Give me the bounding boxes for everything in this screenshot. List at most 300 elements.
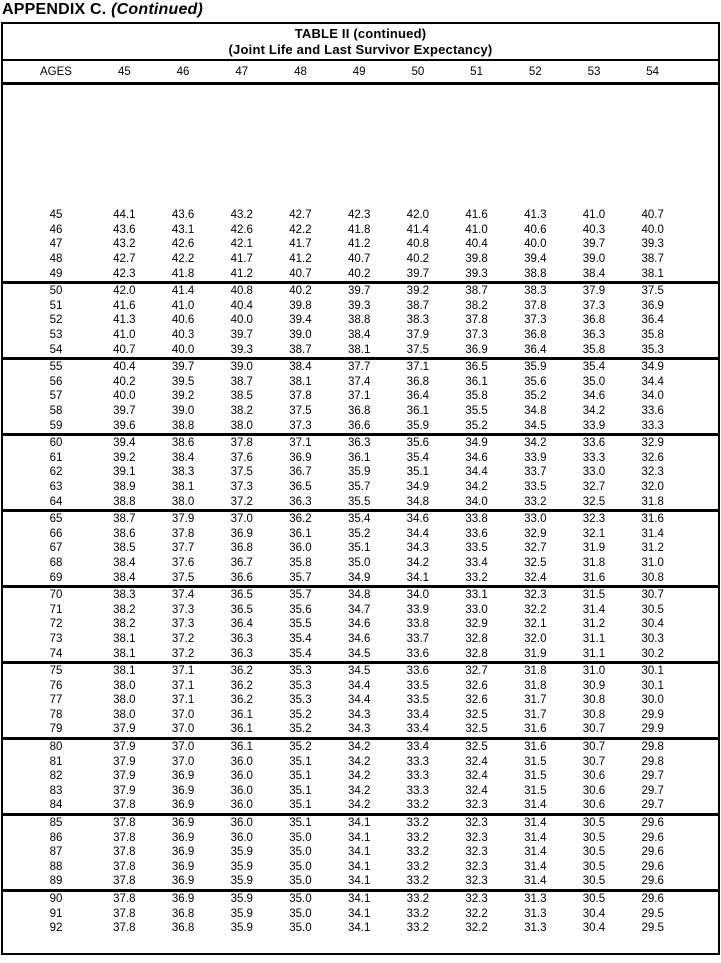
expectancy-value: 38.4 (171, 451, 195, 464)
expectancy-value: 34.9 (641, 361, 664, 374)
expectancy-value: 34.3 (347, 708, 371, 721)
expectancy-value: 34.6 (347, 632, 371, 645)
expectancy-value: 38.8 (524, 267, 547, 280)
table-row-age-73 (3, 632, 718, 647)
expectancy-value: 36.1 (347, 451, 371, 464)
row-age-label: 58 (49, 405, 63, 418)
expectancy-value: 35.3 (289, 694, 312, 707)
column-header-age-48: 48 (294, 65, 307, 78)
expectancy-value: 41.0 (171, 299, 195, 312)
expectancy-value: 34.9 (465, 437, 488, 450)
expectancy-value: 33.4 (465, 556, 488, 569)
expectancy-value: 37.5 (406, 343, 430, 356)
table-row-age-57 (3, 389, 718, 404)
ages-corner-header: AGES (40, 65, 72, 78)
expectancy-value: 34.6 (347, 618, 371, 631)
expectancy-value: 42.1 (230, 238, 253, 251)
age-group-90-92 (3, 889, 718, 936)
expectancy-value: 37.3 (465, 329, 488, 342)
expectancy-value: 32.0 (524, 632, 547, 645)
expectancy-value: 40.6 (171, 314, 195, 327)
expectancy-value: 38.6 (113, 527, 136, 540)
row-age-label: 47 (49, 238, 63, 251)
expectancy-value: 32.3 (465, 817, 488, 830)
expectancy-value: 34.8 (524, 405, 547, 418)
expectancy-value: 38.7 (113, 513, 136, 526)
expectancy-value: 35.9 (406, 419, 430, 432)
expectancy-value: 36.0 (289, 542, 312, 555)
table-row-age-77 (3, 693, 718, 708)
expectancy-value: 36.9 (465, 343, 488, 356)
table-row-age-55 (3, 360, 718, 375)
expectancy-value: 37.3 (289, 419, 312, 432)
expectancy-value: 34.2 (347, 770, 371, 783)
expectancy-value: 33.6 (582, 437, 606, 450)
expectancy-value: 34.8 (406, 495, 430, 508)
column-header-age-46: 46 (176, 65, 190, 78)
expectancy-value: 36.2 (230, 694, 253, 707)
expectancy-value: 35.3 (289, 665, 312, 678)
row-age-label: 61 (49, 451, 63, 464)
expectancy-value: 36.2 (230, 665, 253, 678)
expectancy-value: 32.5 (465, 708, 488, 721)
expectancy-value: 37.8 (113, 831, 136, 844)
expectancy-value: 33.5 (406, 694, 430, 707)
expectancy-value: 35.6 (289, 603, 312, 616)
expectancy-value: 35.1 (406, 466, 430, 479)
expectancy-value: 33.2 (406, 799, 430, 812)
expectancy-value: 32.8 (465, 647, 488, 660)
expectancy-value: 37.6 (171, 556, 195, 569)
expectancy-value: 33.7 (406, 632, 430, 645)
expectancy-value: 31.4 (524, 875, 547, 888)
row-age-label: 90 (49, 893, 63, 906)
expectancy-value: 37.9 (113, 784, 136, 797)
expectancy-value: 29.7 (641, 770, 664, 783)
expectancy-value: 38.0 (113, 679, 136, 692)
expectancy-value: 35.0 (289, 860, 312, 873)
table-row-age-75 (3, 664, 718, 679)
expectancy-value: 38.1 (113, 632, 136, 645)
expectancy-value: 35.4 (347, 513, 371, 526)
expectancy-value: 31.4 (582, 603, 606, 616)
expectancy-value: 34.2 (524, 437, 547, 450)
expectancy-value: 37.8 (113, 860, 136, 873)
expectancy-value: 35.5 (289, 618, 312, 631)
expectancy-value: 36.3 (347, 437, 371, 450)
expectancy-value: 33.9 (582, 419, 606, 432)
expectancy-value: 35.1 (347, 542, 371, 555)
row-age-label: 52 (49, 314, 63, 327)
expectancy-value: 33.3 (406, 770, 430, 783)
expectancy-value: 30.7 (582, 723, 606, 736)
expectancy-value: 40.7 (289, 267, 312, 280)
row-age-label: 63 (49, 480, 63, 493)
table-row-age-50 (3, 284, 718, 299)
column-header-age-50: 50 (411, 65, 425, 78)
expectancy-value: 35.4 (289, 647, 312, 660)
table-row-age-68 (3, 556, 718, 571)
expectancy-value: 33.8 (465, 513, 488, 526)
table-title-line2: (Joint Life and Last Survivor Expectancy) (228, 42, 493, 57)
expectancy-value: 33.4 (406, 708, 430, 721)
column-header-age-49: 49 (352, 65, 366, 78)
expectancy-value: 33.4 (406, 723, 430, 736)
expectancy-value: 35.8 (465, 390, 488, 403)
expectancy-value: 35.2 (289, 723, 312, 736)
expectancy-value: 37.3 (230, 480, 253, 493)
expectancy-value: 35.9 (230, 846, 253, 859)
expectancy-value: 43.6 (113, 223, 136, 236)
expectancy-value: 33.5 (524, 480, 547, 493)
expectancy-value: 35.4 (289, 632, 312, 645)
expectancy-value: 35.9 (230, 907, 253, 920)
expectancy-value: 35.0 (289, 893, 312, 906)
column-header-age-51: 51 (470, 65, 483, 78)
row-age-label: 50 (49, 285, 63, 298)
expectancy-value: 36.8 (524, 329, 547, 342)
expectancy-value: 31.5 (524, 755, 547, 768)
expectancy-value: 39.6 (113, 419, 136, 432)
expectancy-value: 31.3 (524, 922, 547, 935)
table-row-age-78 (3, 708, 718, 723)
expectancy-value: 37.2 (230, 495, 253, 508)
expectancy-value: 35.9 (347, 466, 371, 479)
expectancy-value: 38.1 (641, 267, 664, 280)
expectancy-value: 34.0 (641, 390, 664, 403)
expectancy-value: 34.1 (347, 893, 371, 906)
expectancy-value: 35.9 (230, 860, 253, 873)
table-row-age-54 (3, 342, 718, 357)
expectancy-value: 34.2 (582, 405, 606, 418)
expectancy-value: 30.5 (582, 893, 606, 906)
expectancy-value: 36.5 (230, 589, 253, 602)
table-row-age-64 (3, 494, 718, 509)
expectancy-value: 42.7 (289, 209, 312, 222)
row-age-label: 74 (49, 647, 63, 660)
expectancy-value: 39.7 (171, 361, 195, 374)
expectancy-value: 31.5 (582, 589, 606, 602)
expectancy-value: 34.2 (347, 755, 371, 768)
row-age-label: 79 (49, 723, 63, 736)
table-row-age-47 (3, 237, 718, 252)
expectancy-value: 38.2 (113, 618, 136, 631)
expectancy-value: 38.0 (113, 708, 136, 721)
expectancy-value: 36.1 (230, 723, 253, 736)
expectancy-value: 40.2 (113, 375, 136, 388)
expectancy-value: 41.8 (171, 267, 195, 280)
expectancy-value: 34.3 (347, 723, 371, 736)
expectancy-value: 31.5 (524, 784, 547, 797)
expectancy-value: 41.3 (524, 209, 547, 222)
expectancy-value: 33.0 (582, 466, 606, 479)
column-header-row (3, 61, 718, 85)
expectancy-value: 36.0 (230, 817, 253, 830)
expectancy-value: 34.6 (465, 451, 488, 464)
table-row-age-79 (3, 722, 718, 737)
row-age-label: 67 (49, 542, 63, 555)
expectancy-value: 32.4 (465, 784, 488, 797)
expectancy-value: 29.9 (641, 708, 664, 721)
expectancy-value: 32.6 (465, 694, 488, 707)
expectancy-value: 34.2 (465, 480, 488, 493)
expectancy-value: 31.2 (582, 618, 606, 631)
expectancy-value: 43.1 (171, 223, 195, 236)
row-age-label: 64 (49, 495, 63, 508)
appendix-heading-continued: (Continued) (111, 1, 204, 18)
expectancy-value: 30.3 (641, 632, 664, 645)
row-age-label: 48 (49, 253, 63, 266)
expectancy-value: 33.7 (524, 466, 547, 479)
expectancy-value: 37.1 (171, 665, 195, 678)
column-header-age-52: 52 (528, 65, 542, 78)
expectancy-value: 29.6 (641, 860, 664, 873)
expectancy-value: 31.6 (582, 571, 606, 584)
expectancy-value: 30.5 (641, 603, 664, 616)
expectancy-value: 35.5 (465, 405, 488, 418)
expectancy-value: 36.7 (289, 466, 312, 479)
row-age-label: 77 (49, 694, 63, 707)
expectancy-value: 36.4 (641, 314, 664, 327)
expectancy-value: 33.0 (524, 513, 547, 526)
expectancy-value: 40.8 (406, 238, 430, 251)
expectancy-value: 30.6 (582, 784, 606, 797)
expectancy-value: 31.0 (582, 665, 606, 678)
expectancy-value: 36.2 (230, 679, 253, 692)
expectancy-value: 34.2 (347, 741, 371, 754)
expectancy-value: 33.1 (465, 589, 488, 602)
expectancy-value: 32.3 (465, 846, 488, 859)
expectancy-value: 39.2 (113, 451, 136, 464)
expectancy-value: 33.2 (406, 860, 430, 873)
row-age-label: 75 (49, 665, 63, 678)
expectancy-value: 39.7 (230, 329, 253, 342)
age-group-45-49 (3, 208, 718, 281)
table-row-age-90 (3, 892, 718, 907)
expectancy-value: 42.7 (113, 253, 136, 266)
expectancy-value: 31.4 (524, 860, 547, 873)
appendix-heading-main: APPENDIX C. (2, 1, 107, 18)
expectancy-value: 42.3 (347, 209, 371, 222)
row-age-label: 87 (49, 846, 63, 859)
expectancy-value: 37.1 (406, 361, 430, 374)
expectancy-value: 37.3 (524, 314, 547, 327)
expectancy-value: 43.6 (171, 209, 195, 222)
expectancy-value: 32.1 (524, 618, 547, 631)
column-header-age-47: 47 (235, 65, 249, 78)
expectancy-value: 34.5 (347, 647, 371, 660)
expectancy-value: 37.8 (113, 893, 136, 906)
expectancy-value: 36.4 (524, 343, 547, 356)
expectancy-value: 36.9 (171, 799, 195, 812)
age-group-75-79 (3, 661, 718, 737)
table-row-age-45 (3, 208, 718, 223)
expectancy-value: 40.0 (113, 390, 136, 403)
expectancy-value: 31.7 (524, 694, 547, 707)
table-row-age-72 (3, 617, 718, 632)
expectancy-value: 36.8 (347, 405, 371, 418)
table-row-age-48 (3, 252, 718, 267)
expectancy-value: 36.5 (230, 603, 253, 616)
expectancy-value: 32.5 (465, 723, 488, 736)
expectancy-value: 33.2 (406, 831, 430, 844)
expectancy-value: 34.4 (347, 679, 371, 692)
table-row-age-76 (3, 678, 718, 693)
expectancy-value: 39.3 (230, 343, 253, 356)
expectancy-value: 34.9 (406, 480, 430, 493)
expectancy-value: 38.1 (289, 375, 312, 388)
expectancy-value: 32.9 (465, 618, 488, 631)
expectancy-value: 37.3 (582, 299, 606, 312)
expectancy-value: 40.3 (171, 329, 195, 342)
expectancy-value: 34.2 (347, 784, 371, 797)
column-header-age-54: 54 (646, 65, 660, 78)
expectancy-value: 32.6 (641, 451, 664, 464)
table-row-age-49 (3, 266, 718, 281)
expectancy-value: 36.9 (171, 817, 195, 830)
table-row-age-89 (3, 874, 718, 889)
expectancy-value: 32.0 (641, 480, 664, 493)
row-age-label: 57 (49, 390, 63, 403)
expectancy-value: 41.0 (113, 329, 136, 342)
expectancy-value: 38.3 (171, 466, 195, 479)
blank-spacer (3, 85, 718, 208)
expectancy-value: 39.7 (582, 238, 606, 251)
expectancy-value: 36.1 (230, 741, 253, 754)
expectancy-value: 38.0 (113, 694, 136, 707)
expectancy-value: 39.0 (230, 361, 253, 374)
expectancy-value: 41.2 (347, 238, 371, 251)
expectancy-value: 32.7 (524, 542, 547, 555)
expectancy-value: 32.9 (524, 527, 547, 540)
expectancy-value: 32.3 (641, 466, 664, 479)
expectancy-value: 37.4 (347, 375, 371, 388)
column-header-age-45: 45 (117, 65, 131, 78)
expectancy-value: 34.1 (347, 860, 371, 873)
expectancy-value: 38.0 (230, 419, 253, 432)
expectancy-value: 38.6 (171, 437, 195, 450)
expectancy-value: 43.2 (230, 209, 253, 222)
expectancy-value: 34.8 (347, 589, 371, 602)
expectancy-value: 37.3 (171, 603, 195, 616)
table-row-age-46 (3, 223, 718, 238)
expectancy-value: 29.6 (641, 893, 664, 906)
row-age-label: 49 (49, 267, 63, 280)
expectancy-value: 34.4 (406, 527, 430, 540)
row-age-label: 78 (49, 708, 63, 721)
expectancy-value: 37.9 (113, 723, 136, 736)
expectancy-value: 30.5 (582, 817, 606, 830)
table-row-age-62 (3, 465, 718, 480)
expectancy-value: 31.1 (582, 647, 606, 660)
row-age-label: 55 (49, 361, 63, 374)
expectancy-value: 37.9 (582, 285, 606, 298)
expectancy-value: 38.8 (171, 419, 195, 432)
expectancy-value: 40.4 (113, 361, 136, 374)
expectancy-value: 31.0 (641, 556, 664, 569)
expectancy-value: 35.2 (524, 390, 547, 403)
expectancy-value: 33.2 (406, 875, 430, 888)
expectancy-value: 32.8 (465, 632, 488, 645)
expectancy-value: 33.6 (641, 405, 664, 418)
expectancy-value: 36.5 (289, 480, 312, 493)
expectancy-value: 33.3 (406, 755, 430, 768)
expectancy-value: 37.4 (171, 589, 195, 602)
expectancy-value: 34.5 (524, 419, 547, 432)
expectancy-value: 40.0 (171, 343, 195, 356)
expectancy-value: 35.7 (347, 480, 371, 493)
expectancy-value: 36.9 (230, 527, 253, 540)
row-age-label: 89 (49, 875, 63, 888)
expectancy-value: 31.8 (524, 665, 547, 678)
table-row-age-91 (3, 906, 718, 921)
expectancy-value: 42.3 (113, 267, 136, 280)
expectancy-value: 39.4 (524, 253, 547, 266)
expectancy-value: 33.5 (465, 542, 488, 555)
expectancy-value: 39.7 (113, 405, 136, 418)
expectancy-value: 38.8 (113, 495, 136, 508)
table-row-age-56 (3, 375, 718, 390)
expectancy-value: 30.8 (582, 708, 606, 721)
expectancy-value: 41.7 (289, 238, 312, 251)
expectancy-value: 34.1 (347, 875, 371, 888)
age-group-50-54 (3, 281, 718, 357)
expectancy-value: 30.0 (641, 694, 664, 707)
table-row-age-74 (3, 646, 718, 661)
expectancy-value: 30.5 (582, 860, 606, 873)
expectancy-value: 34.6 (406, 513, 430, 526)
expectancy-value: 32.5 (524, 556, 547, 569)
expectancy-value: 31.8 (582, 556, 606, 569)
expectancy-value: 34.1 (347, 817, 371, 830)
expectancy-value: 36.9 (171, 860, 195, 873)
row-age-label: 68 (49, 556, 63, 569)
expectancy-value: 36.3 (582, 329, 606, 342)
table-row-age-53 (3, 328, 718, 343)
expectancy-value: 36.1 (406, 405, 430, 418)
expectancy-value: 35.9 (524, 361, 547, 374)
expectancy-value: 38.5 (230, 390, 253, 403)
expectancy-value: 30.6 (582, 770, 606, 783)
table-row-age-81 (3, 754, 718, 769)
expectancy-value: 36.9 (171, 770, 195, 783)
expectancy-value: 36.6 (230, 571, 253, 584)
expectancy-value: 29.7 (641, 784, 664, 797)
expectancy-value: 36.8 (171, 922, 195, 935)
expectancy-value: 34.0 (465, 495, 488, 508)
expectancy-value: 32.3 (465, 799, 488, 812)
expectancy-value: 38.3 (524, 285, 547, 298)
expectancy-value: 37.9 (113, 741, 136, 754)
row-age-label: 70 (49, 589, 63, 602)
expectancy-value: 33.2 (524, 495, 547, 508)
expectancy-value: 37.0 (230, 513, 253, 526)
expectancy-value: 39.0 (171, 405, 195, 418)
expectancy-value: 37.8 (289, 390, 312, 403)
expectancy-value: 30.8 (641, 571, 664, 584)
expectancy-value: 33.2 (406, 907, 430, 920)
expectancy-value: 39.1 (113, 466, 136, 479)
table-row-age-82 (3, 769, 718, 784)
expectancy-value: 39.8 (465, 253, 488, 266)
expectancy-value: 35.3 (289, 679, 312, 692)
expectancy-value: 37.5 (230, 466, 253, 479)
row-age-label: 85 (49, 817, 63, 830)
expectancy-value: 31.4 (641, 527, 664, 540)
expectancy-value: 38.4 (582, 267, 606, 280)
expectancy-value: 40.8 (230, 285, 253, 298)
expectancy-value: 32.3 (582, 513, 606, 526)
